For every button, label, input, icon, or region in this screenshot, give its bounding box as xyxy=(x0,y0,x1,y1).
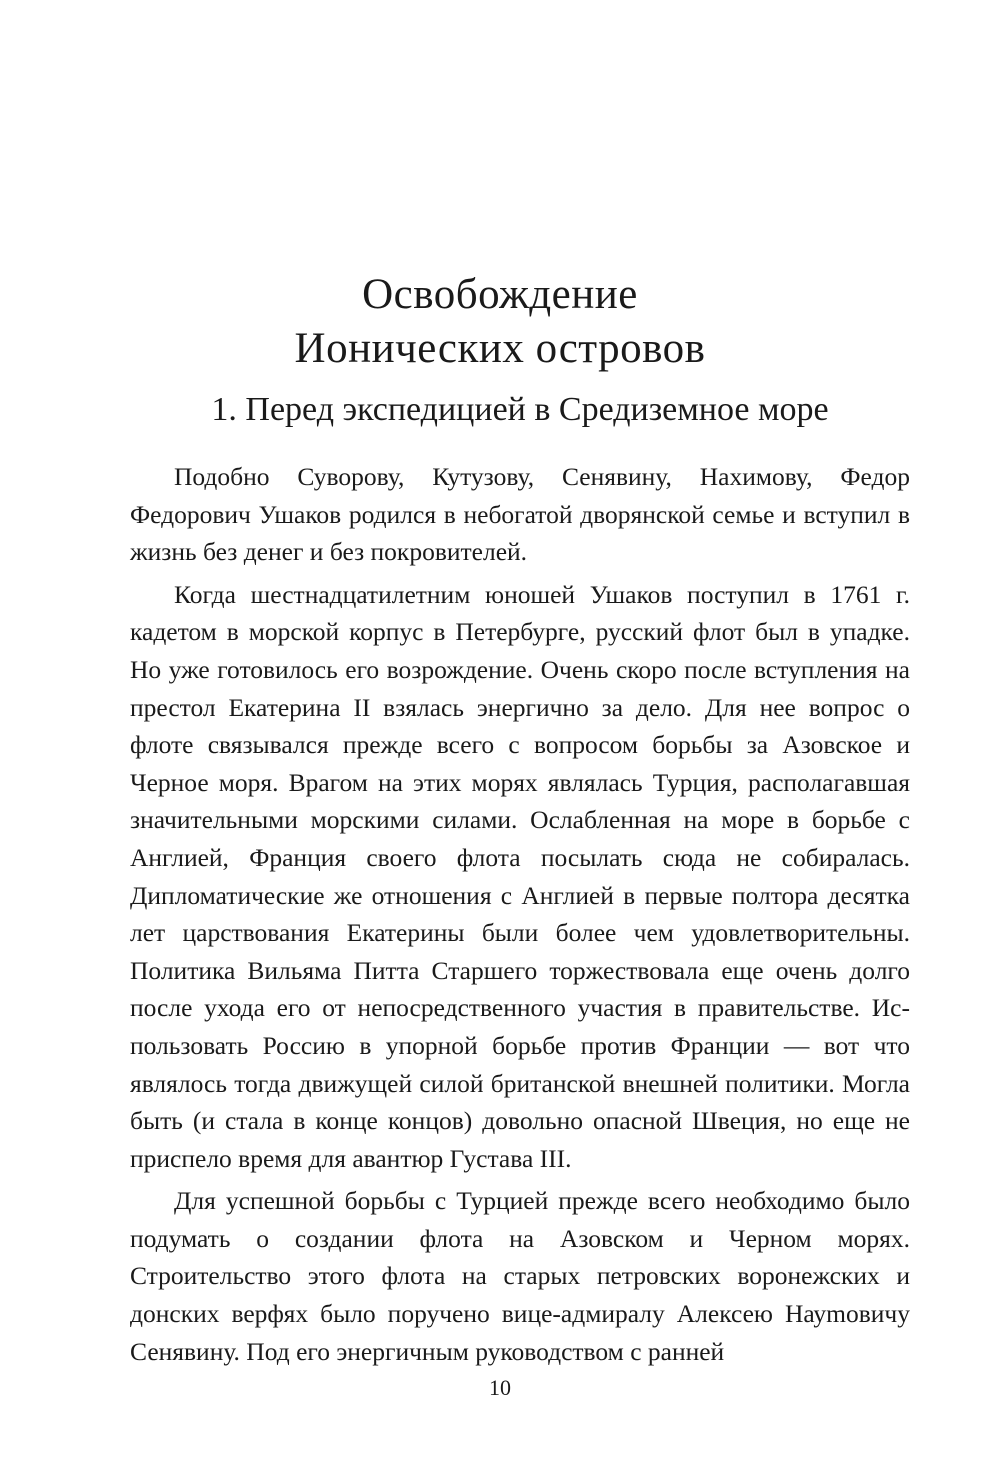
page-number: 10 xyxy=(489,1375,511,1400)
body-text xyxy=(130,458,910,1375)
section-title: 1. Перед экспедицией в Средиземное море xyxy=(211,391,829,428)
chapter-title-line-1: Освобождение xyxy=(362,271,638,318)
paragraph-3: Для успешной борьбы с Турцией прежде всего необходимо было подумать о создании флота на Азовском и Черном морях. Строительство этого флота на старых петровских воронежских и донских верфях было поручено вице-адмиралу Алексею Науmовичу Сенявину. Под его энергичным руководством с ранней xyxy=(130,1186,910,1366)
chapter-title-line-2: Ионических островов xyxy=(294,325,706,372)
paragraph-1: Подобно Суворову, Кутузову, Сенявину, Нахимову, Федор Федорович Ушаков родился в небогатой дворянской семье и вступил в жизнь без денег и без покровителей. xyxy=(130,462,910,567)
chapter-title xyxy=(0,268,1000,376)
paragraph-2: Когда шестнадцатилетним юношей Ушаков поступил в 1761 г. кадетом в морской корпус в Петербурге, русский флот был в упадке. Но уже готовилось его возрождение. Очень скоро после вступления на престол Екатерина II взялась энергично за дело. Для нее вопрос о флоте связывался прежде всего с вопросом борьбы за Азовское и Черное моря. Врагом на этих морях являлась Турция, располагавшая значительными морскими силами. Ослабленная на море в борьбе с Англией, Франция своего флота посылать сюда не собиралась. Дипломатические же отношения с Англией в первые полтора десятка лет царствования Екатерины были более чем удовлетворительны. Политика Вильяма Питта Старшего торжествовала еще очень долго после ухода его от непосредственного участия в правительстве. Использовать Россию в упорной борьбе против Франции — вот что являлось тогда движущей силой британской внешней политики. Могла быть (и стала в конце концов) довольно опасной Швеция, но еще не приспело время для авантюр Густава III. xyxy=(130,579,910,1173)
